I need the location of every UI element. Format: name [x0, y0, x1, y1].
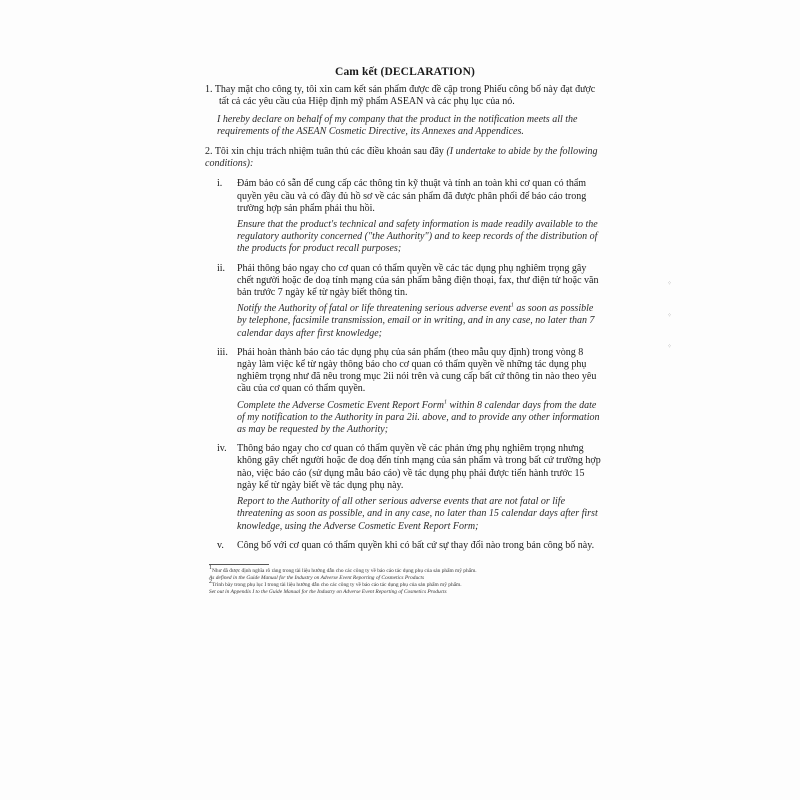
sub-item-iv [211, 443, 605, 532]
declaration-item-2 [205, 146, 605, 170]
roman-numeral: v. [217, 539, 224, 551]
roman-numeral: i. [217, 178, 223, 190]
item-number: 1. [205, 84, 213, 96]
declaration-item-1-en [217, 114, 605, 138]
declaration-title: Cam kết (DECLARATION) [335, 66, 475, 78]
sub-item-en-text: Report to the Authority of all other serious adverse events that are not fatal or life threatening as soon as possible, and in any case, no later than 15 calendar days after first knowledge, using the Adverse Cosmetic Event Report Form; [237, 496, 598, 532]
roman-numeral: iv. [217, 443, 227, 455]
sub-item-ii [211, 263, 605, 340]
footnote: $^1$Như đã được định nghĩa rõ ràng trong tài liệu hướng dẫn cho các công ty về báo cáo tác dụng phụ của sản phẩm mỹ phẩm. [209, 565, 477, 574]
sub-item-v [211, 540, 605, 552]
item-1-en-text: I hereby declare on behalf of my company that the product in the notification meets all the requirements of the ASEAN Cosmetic Directive, its Annexes and Appendices. [217, 113, 578, 137]
footnote: As defined in the Guide Manual for the Industry on Adverse Event Reporting of Cosmetics Products [209, 575, 425, 581]
footnote-ref: 1 [510, 302, 514, 309]
footnote-ref: 1 [444, 399, 447, 406]
roman-numeral: iii. [217, 346, 228, 358]
item-2-en-text: (I undertake to abide by the following conditions): [205, 146, 598, 170]
declaration-body [205, 66, 605, 556]
sub-item-en-text: Complete the Adverse Cosmetic Event Report Form$^1$ within 8 calendar days from the date of my notification to the Authority in para 2ii. above, and to provide any other information as may be requested by the Authority; [237, 399, 600, 436]
item-1-vi-text: Thay mặt cho công ty, tôi xin cam kết sản phẩm được đề cập trong Phiếu công bố này đạt được tất cả các yêu cầu của Hiệp định mỹ phẩm ASEAN và các phụ lục của nó. [214, 84, 596, 108]
footnotes [209, 564, 529, 596]
sub-item-i [211, 178, 605, 255]
sub-item-vi-text: Công bố với cơ quan có thẩm quyền khi có bất cứ sự thay đổi nào trong bản công bố này. [237, 539, 595, 551]
item-2-vi-text: Tôi xin chịu trách nhiệm tuân thủ các điều khoản sau đây [214, 146, 444, 158]
scan-margin-mark: ⁘ [667, 344, 673, 350]
declaration-item-1 [205, 84, 605, 108]
scan-margin-mark: ⁘ [667, 281, 673, 287]
footnote: $^2$Trình bày trong phụ lục I trong tài liệu hướng dẫn cho các công ty về báo cáo tác dụng phụ của sản phẩm mỹ phẩm. [209, 579, 462, 588]
scan-margin-mark: ⁘ [667, 313, 673, 319]
item-number: 2. [205, 146, 213, 158]
sub-item-en-text: Ensure that the product's technical and safety information is made readily available to the regulatory authority concerned ("the Authority") and to keep records of the distribution of the products for product recall purposes; [237, 219, 598, 255]
sub-item-iii [211, 347, 605, 436]
sub-item-vi-text: Phải thông báo ngay cho cơ quan có thẩm quyền về các tác dụng phụ nghiêm trọng gây chết người hoặc đe doạ tính mạng của sản phẩm bằng điện thoại, fax, thư điện tử hoặc văn bản trước 7 ngày kể từ ngày biết thông tin. [237, 262, 599, 299]
sub-item-vi-text: Phải hoàn thành báo cáo tác dụng phụ của sản phẩm (theo mẫu quy định) trong vòng 8 ngày làm việc kể từ ngày thông báo cho cơ quan có thẩm quyền về những tác dụng phụ nghiêm trọng như đã nêu trong mục 2ii nói trên và cung cấp bất cứ thông tin nào theo yêu cầu của cơ quan có thẩm quyền. [237, 346, 597, 395]
roman-numeral: ii. [217, 262, 226, 274]
footnote-divider [209, 564, 269, 565]
sub-item-en-text: Notify the Authority of fatal or life threatening serious adverse event$^1$ as soon as possible by telephone, facsimile transmission, email or in writing, and in any case, no later than 7 calendar days after first knowledge; [237, 302, 595, 339]
sub-item-vi-text: Đảm bảo có sẵn để cung cấp các thông tin kỹ thuật và tính an toàn khi cơ quan có thẩm quyền yêu cầu và có đầy đủ hồ sơ về các sản phẩm đã được phân phối để báo cáo trong trường hợp sản phẩm phải thu hồi. [237, 178, 587, 214]
sub-item-vi-text: Thông báo ngay cho cơ quan có thẩm quyền về các phản ứng phụ nghiêm trọng nhưng không gây chết người hoặc đe doạ đến tính mạng của sản phẩm và trong bất cứ trường hợp nào, việc báo cáo (sử dụng mẫu báo cáo) về tác dụng phụ phải được tiến hành trước 15 ngày kể từ ngày biết về tác dụng phụ này. [237, 443, 601, 491]
footnote: Set out in Appendix I to the Guide Manual for the Industry on Adverse Event Reporting of Cosmetics Products [209, 589, 447, 595]
